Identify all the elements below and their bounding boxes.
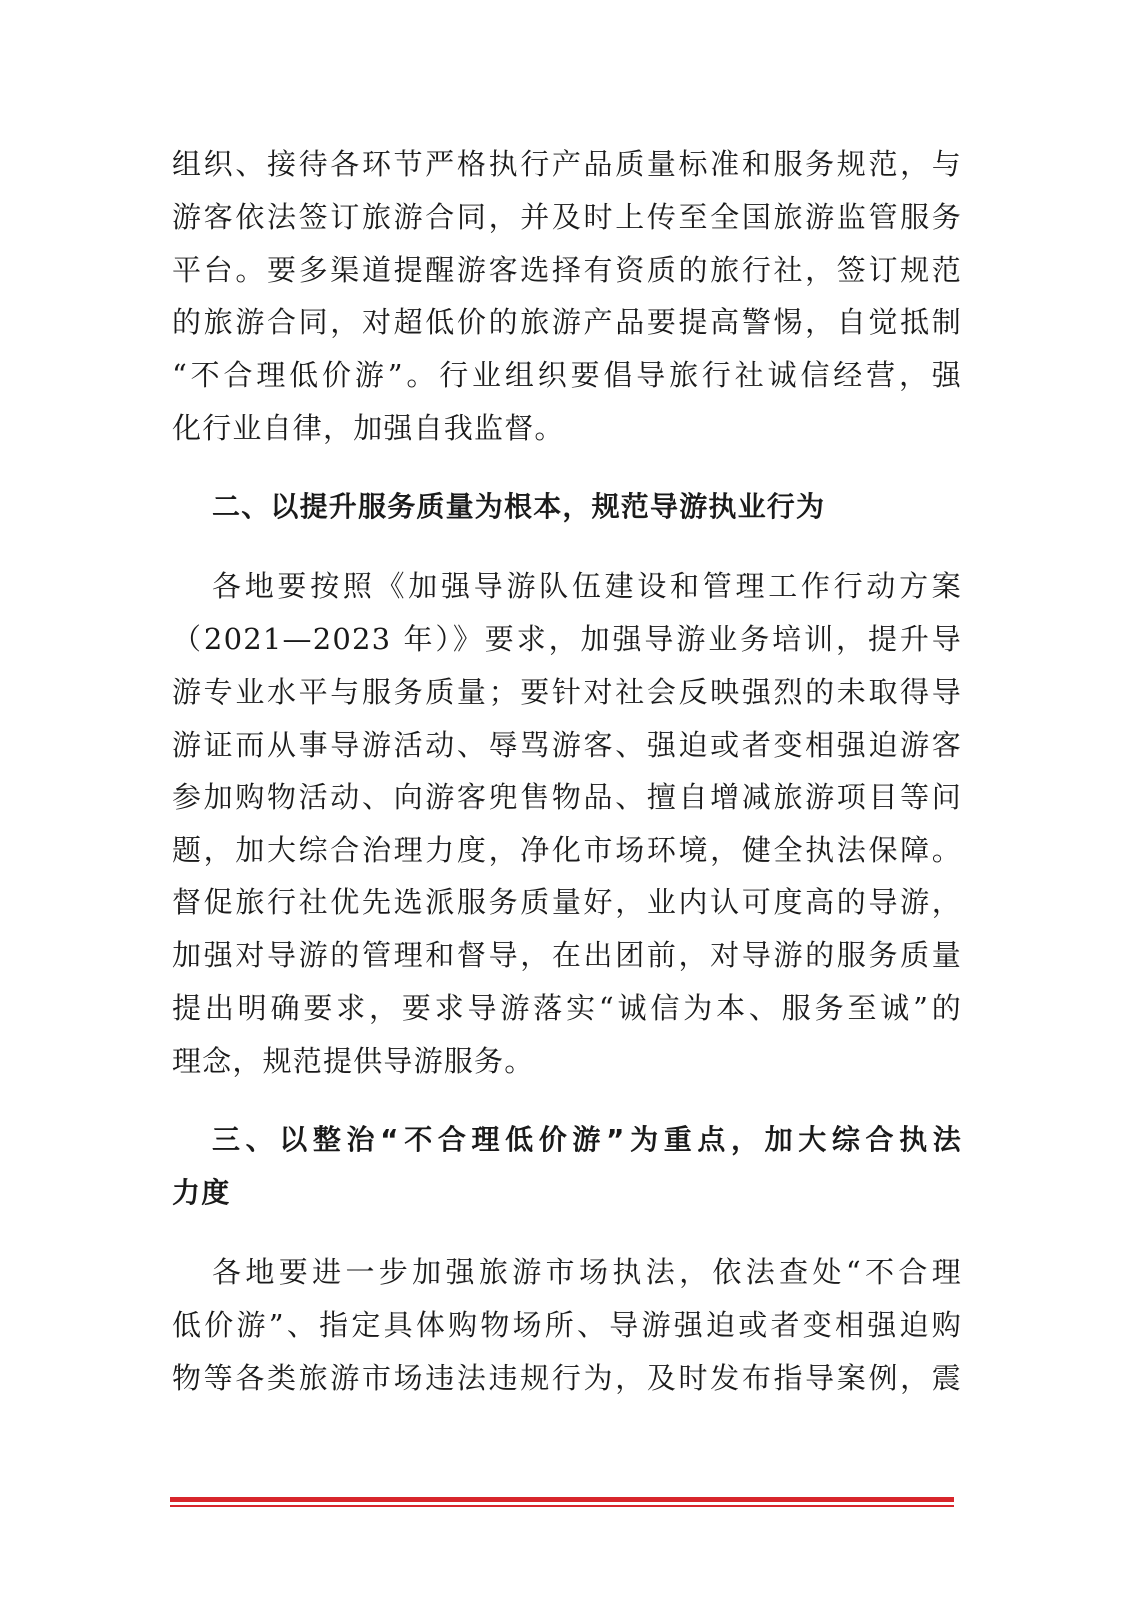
- text-line: 题，加大综合治理力度，净化市场环境，健全执法保障。: [172, 833, 962, 867]
- text-line: 的旅游合同，对超低价的旅游产品要提高警惕，自觉抵制: [172, 305, 962, 339]
- text-line: 理念，规范提供导游服务。: [172, 1044, 535, 1078]
- text-line: 物等各类旅游市场违法违规行为，及时发布指导案例，震: [172, 1361, 962, 1395]
- text-line: 化行业自律，加强自我监督。: [172, 411, 565, 445]
- text-line: 加强对导游的管理和督导，在出团前，对导游的服务质量: [172, 938, 962, 972]
- footer-divider-thick: [170, 1497, 954, 1502]
- text-line: 各地要按照《加强导游队伍建设和管理工作行动方案: [212, 569, 962, 603]
- text-line: （2021—2023 年）》要求，加强导游业务培训，提升导: [172, 622, 962, 656]
- text-line: 平台。要多渠道提醒游客选择有资质的旅行社，签订规范: [172, 253, 962, 287]
- text-line: 低价游”、指定具体购物场所、导游强迫或者变相强迫购: [172, 1308, 962, 1342]
- text-line: 参加购物活动、向游客兜售物品、擅自增减旅游项目等问: [172, 780, 962, 814]
- text-line: 游专业水平与服务质量；要针对社会反映强烈的未取得导: [172, 675, 962, 709]
- text-line: “不合理低价游”。行业组织要倡导旅行社诚信经营，强: [172, 358, 962, 392]
- footer-divider: [170, 1497, 954, 1509]
- text-line: 督促旅行社优先选派服务质量好，业内认可度高的导游，: [172, 885, 962, 919]
- text-line: 游客依法签订旅游合同，并及时上传至全国旅游监管服务: [172, 200, 962, 234]
- text-line: 游证而从事导游活动、辱骂游客、强迫或者变相强迫游客: [172, 728, 962, 762]
- section-heading: 二、以提升服务质量为根本，规范导游执业行为: [212, 490, 826, 523]
- text-line: 组织、接待各环节严格执行产品质量标准和服务规范，与: [172, 147, 962, 181]
- heading-line: 三、以整治“不合理低价游”为重点，加大综合执法: [212, 1123, 962, 1156]
- footer-divider-thin: [170, 1505, 954, 1507]
- text-line: 提出明确要求，要求导游落实“诚信为本、服务至诚”的: [172, 991, 962, 1025]
- heading-line: 力度: [172, 1176, 231, 1209]
- text-line: 各地要进一步加强旅游市场执法，依法查处“不合理: [212, 1255, 962, 1289]
